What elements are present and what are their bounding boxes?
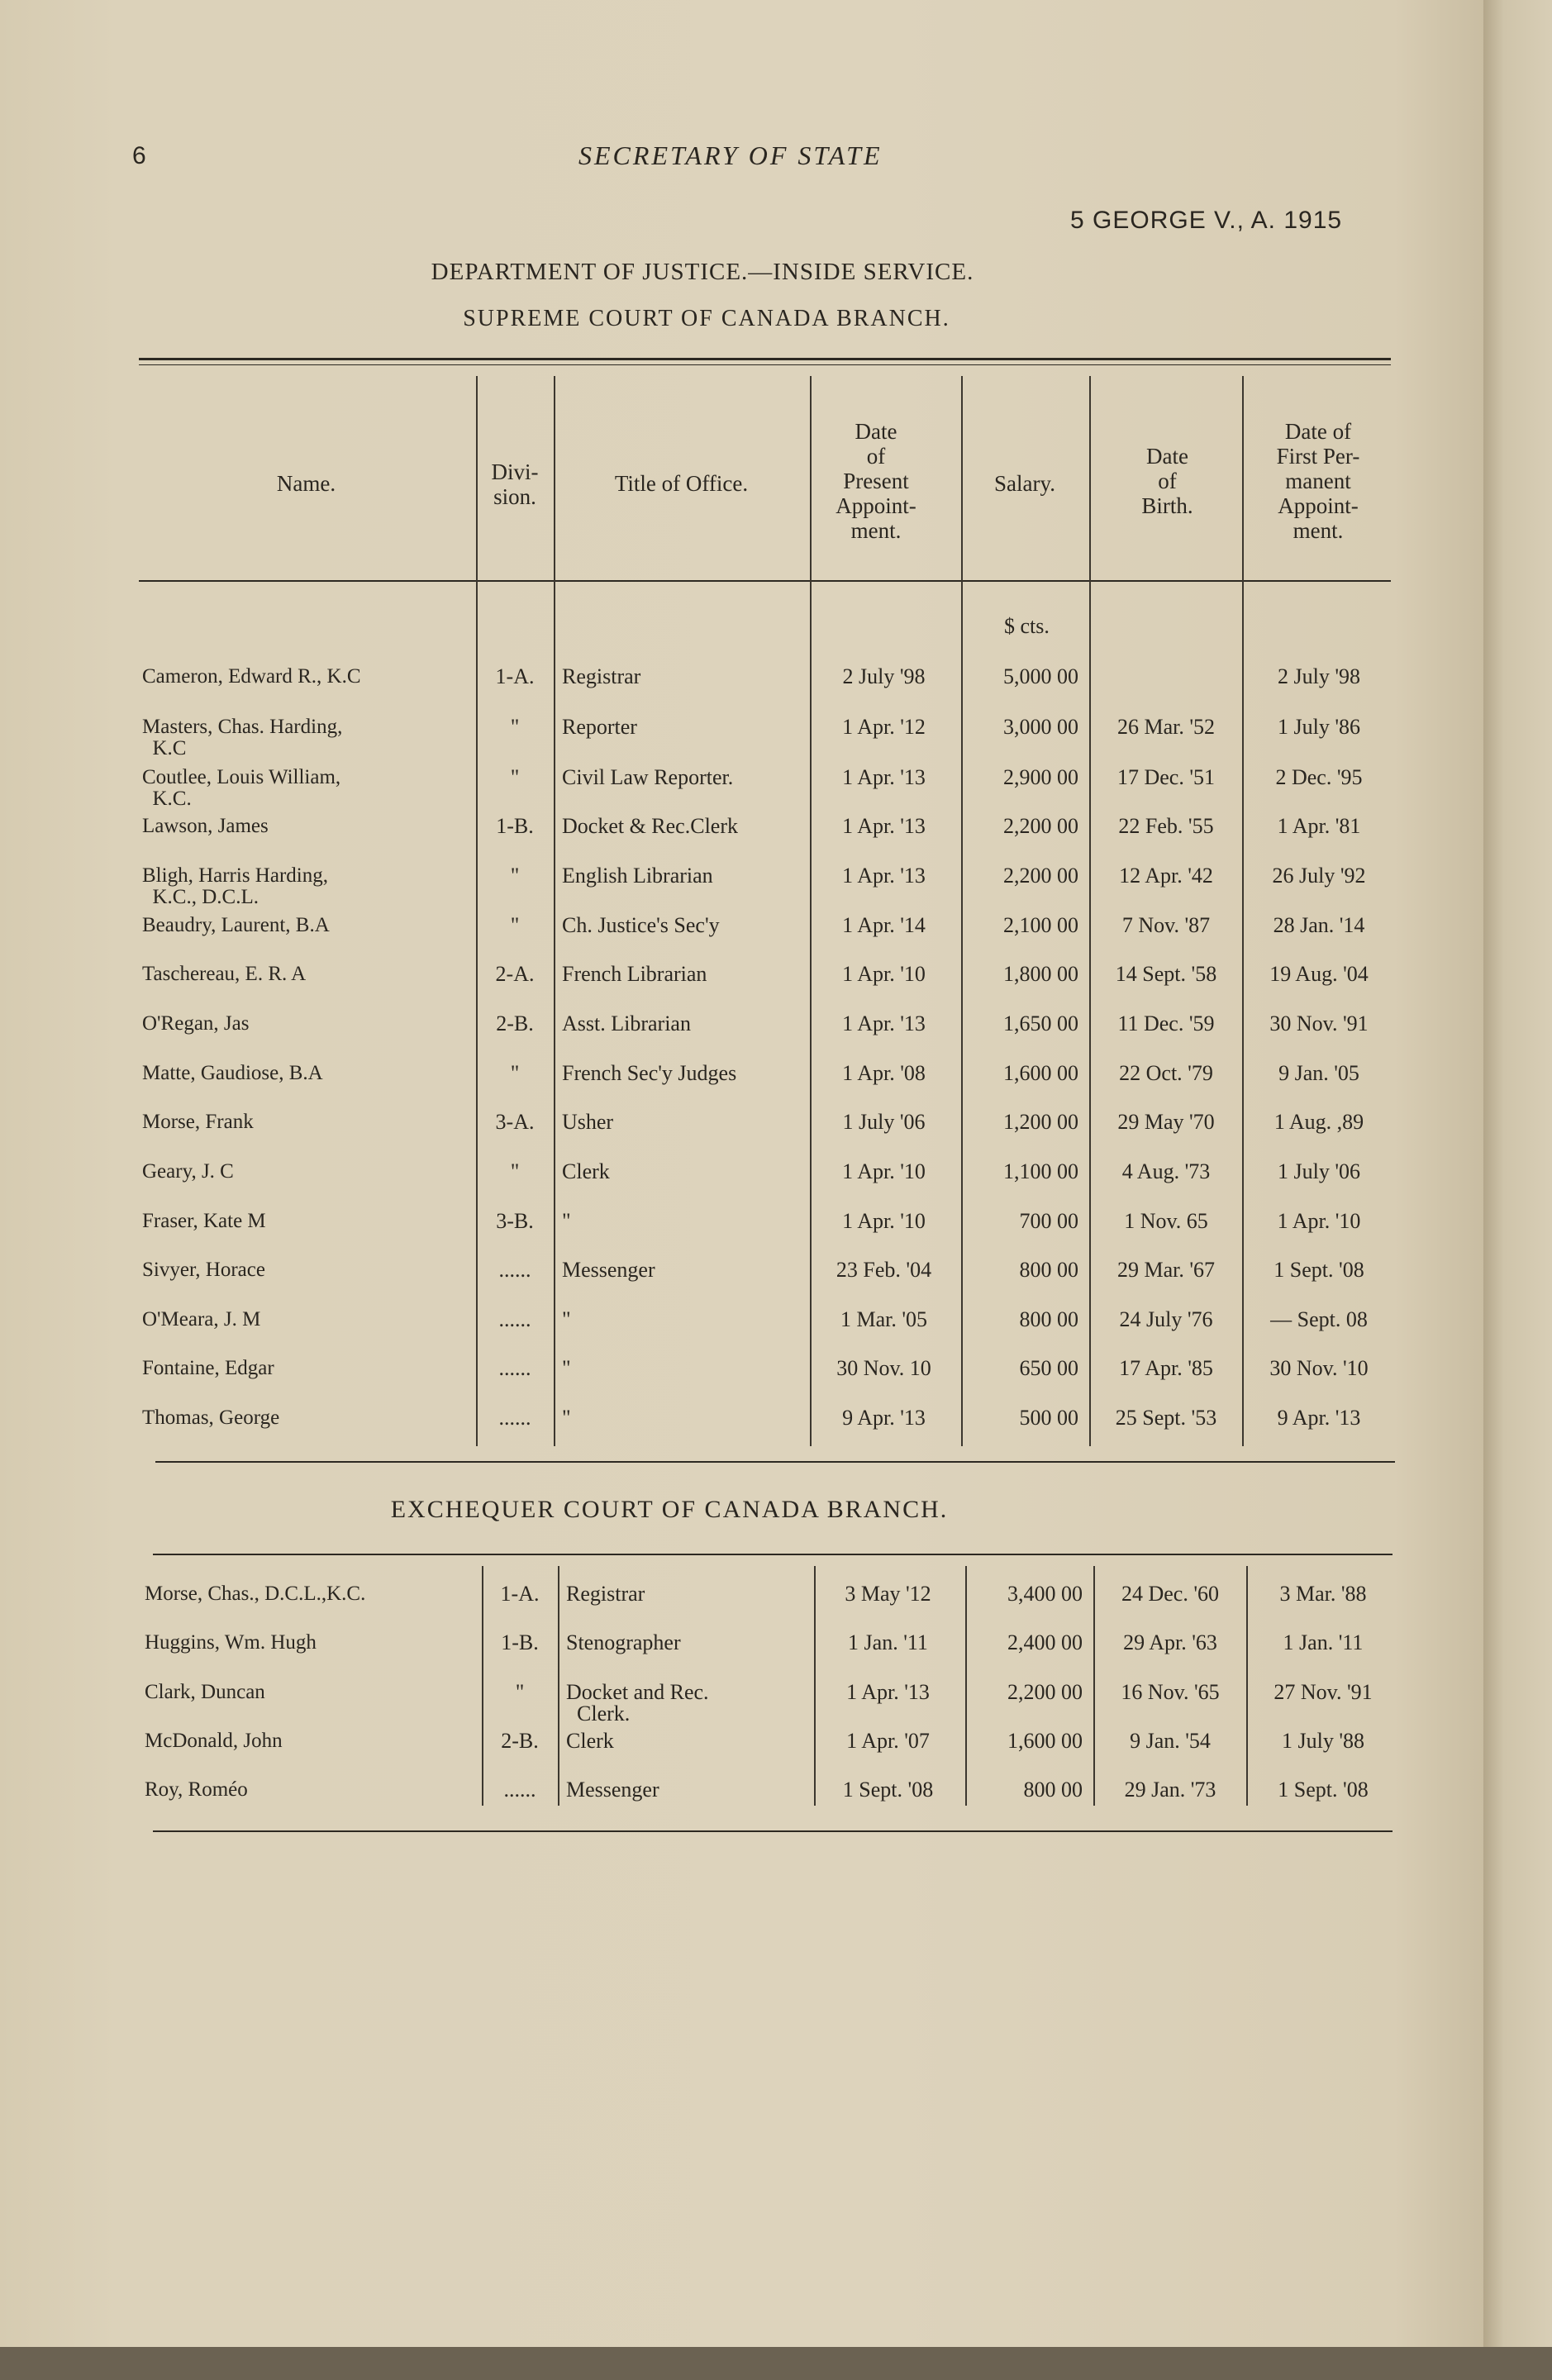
- salary-units: $ cts.: [1004, 614, 1050, 638]
- cell-name: Thomas, George: [142, 1407, 280, 1429]
- cell-date-first: 1 July '86: [1277, 715, 1361, 739]
- cell-office: French Librarian: [562, 962, 707, 986]
- cell-dob: 29 Apr. '63: [1123, 1630, 1217, 1654]
- header-division: Divi- sion.: [491, 459, 539, 509]
- cell-office: Docket and Rec. Clerk.: [566, 1680, 709, 1726]
- cell-name: Clark, Duncan: [145, 1681, 265, 1703]
- cell-date-present: 1 Apr. '13: [842, 1011, 926, 1035]
- divider: [1093, 1566, 1095, 1806]
- cell-office: Messenger: [562, 1258, 655, 1282]
- cell-dob: 29 Mar. '67: [1116, 1258, 1216, 1282]
- divider: [810, 376, 812, 1446]
- exchequer-court-title: EXCHEQUER COURT OF CANADA BRANCH.: [390, 1496, 949, 1523]
- cell-date-present: 1 Apr. '10: [842, 1159, 926, 1183]
- cell-office: ": [562, 1209, 571, 1233]
- cell-name: Masters, Chas. Harding, K.C: [142, 716, 343, 759]
- cell-salary: 500 00: [1019, 1406, 1078, 1430]
- cell-dob: 25 Sept. '53: [1115, 1406, 1217, 1430]
- cell-date-first: 9 Jan. '05: [1278, 1061, 1359, 1085]
- cell-salary: 3,400 00: [1007, 1582, 1083, 1606]
- cell-dob: 1 Nov. 65: [1124, 1209, 1208, 1233]
- header-date-present: Date of Present Appoint- ment.: [836, 419, 916, 543]
- cell-division: ": [515, 1680, 525, 1704]
- cell-office: Registrar: [566, 1582, 645, 1606]
- cell-date-first: — Sept. 08: [1270, 1307, 1368, 1331]
- cell-name: Taschereau, E. R. A: [142, 963, 307, 985]
- cell-salary: 2,400 00: [1007, 1630, 1083, 1654]
- cell-date-present: 1 Apr. '14: [842, 913, 926, 937]
- cell-division: ......: [498, 1406, 531, 1430]
- cell-division: ": [510, 864, 520, 888]
- cell-date-present: 1 July '06: [842, 1110, 926, 1134]
- cell-name: Sivyer, Horace: [142, 1259, 265, 1281]
- cell-dob: 9 Jan. '54: [1130, 1729, 1211, 1753]
- cell-salary: 1,650 00: [1003, 1011, 1078, 1035]
- cell-date-first: 1 Apr. '10: [1277, 1209, 1361, 1233]
- cell-salary: 1,100 00: [1003, 1159, 1078, 1183]
- header-dob: Date of Birth.: [1141, 444, 1193, 518]
- cell-date-first: 2 Dec. '95: [1275, 765, 1363, 789]
- cell-office: Messenger: [566, 1778, 659, 1802]
- cell-name: Roy, Roméo: [145, 1778, 248, 1801]
- cell-salary: 2,900 00: [1003, 765, 1078, 789]
- cell-office: Stenographer: [566, 1630, 681, 1654]
- cell-dob: 16 Nov. '65: [1121, 1680, 1220, 1704]
- cell-name: Beaudry, Laurent, B.A: [142, 914, 330, 936]
- divider: [1242, 376, 1244, 1446]
- cell-date-first: 1 July '06: [1277, 1159, 1361, 1183]
- cell-date-present: 1 Apr. '13: [842, 864, 926, 888]
- cell-name: O'Regan, Jas: [142, 1012, 250, 1035]
- cell-dob: 29 Jan. '73: [1124, 1778, 1216, 1802]
- cell-division: ": [510, 913, 520, 937]
- cell-dob: 14 Sept. '58: [1115, 962, 1217, 986]
- cell-date-present: 1 Apr. '10: [842, 962, 926, 986]
- cell-name: McDonald, John: [145, 1730, 283, 1752]
- header-title: Title of Office.: [614, 471, 749, 496]
- cell-date-present: 30 Nov. 10: [836, 1356, 931, 1380]
- cell-salary: 2,200 00: [1003, 864, 1078, 888]
- cell-dob: 4 Aug. '73: [1121, 1159, 1211, 1183]
- cell-office: French Sec'y Judges: [562, 1061, 737, 1085]
- header-salary: Salary.: [994, 471, 1055, 496]
- cell-date-first: 1 Apr. '81: [1277, 814, 1361, 838]
- cell-dob: 24 Dec. '60: [1121, 1582, 1220, 1606]
- cell-date-first: 1 Aug. ,89: [1273, 1110, 1364, 1134]
- cell-date-first: 1 Sept. '08: [1278, 1778, 1369, 1802]
- cell-dob: 26 Mar. '52: [1116, 715, 1216, 739]
- cell-date-first: 26 July '92: [1272, 864, 1366, 888]
- cell-date-present: 2 July '98: [842, 664, 926, 688]
- cell-division: 1-A.: [495, 664, 535, 688]
- cell-salary: 800 00: [1019, 1258, 1078, 1282]
- cell-office: Usher: [562, 1110, 614, 1134]
- cell-office: Clerk: [566, 1729, 614, 1753]
- cell-name: Morse, Chas., D.C.L.,K.C.: [145, 1583, 366, 1605]
- cell-dob: 29 May '70: [1117, 1110, 1215, 1134]
- cell-office: ": [562, 1406, 571, 1430]
- cell-date-first: 28 Jan. '14: [1273, 913, 1365, 937]
- cell-name: Geary, J. C: [142, 1160, 234, 1183]
- exchequer-top-rule: [153, 1554, 1393, 1555]
- cell-dob: 7 Nov. '87: [1121, 913, 1211, 937]
- cell-division: ": [510, 715, 520, 739]
- cell-salary: 800 00: [1019, 1307, 1078, 1331]
- cell-name: Fraser, Kate M: [142, 1210, 266, 1232]
- cell-salary: 2,200 00: [1007, 1680, 1083, 1704]
- cell-date-present: 1 Apr. '13: [842, 814, 926, 838]
- cell-dob: 11 Dec. '59: [1117, 1011, 1215, 1035]
- cell-office: ": [562, 1356, 571, 1380]
- cell-date-first: 19 Aug. '04: [1269, 962, 1369, 986]
- cell-office: ": [562, 1307, 571, 1331]
- table-top-rule: [139, 358, 1391, 360]
- cell-salary: 1,800 00: [1003, 962, 1078, 986]
- cell-division: ": [510, 1061, 520, 1085]
- cell-date-first: 30 Nov. '91: [1269, 1011, 1369, 1035]
- divider: [1089, 376, 1091, 1446]
- cell-name: Morse, Frank: [142, 1111, 254, 1133]
- cell-date-present: 1 Apr. '08: [842, 1061, 926, 1085]
- cell-name: O'Meara, J. M: [142, 1308, 261, 1330]
- cell-dob: 17 Dec. '51: [1116, 765, 1216, 789]
- cell-dob: 22 Oct. '79: [1119, 1061, 1213, 1085]
- cell-dob: 12 Apr. '42: [1119, 864, 1213, 888]
- cell-date-present: 1 Apr. '12: [842, 715, 926, 739]
- exchequer-bottom-rule: [153, 1830, 1393, 1832]
- cell-division: 1-B.: [501, 1630, 539, 1654]
- divider: [961, 376, 963, 1446]
- cell-division: ": [510, 765, 520, 789]
- table-bottom-rule: [155, 1461, 1395, 1463]
- cell-division: 2-B.: [501, 1729, 539, 1753]
- cell-salary: 2,200 00: [1003, 814, 1078, 838]
- cell-date-first: 2 July '98: [1277, 664, 1361, 688]
- cell-dob: 24 July '76: [1119, 1307, 1213, 1331]
- cell-salary: 2,100 00: [1003, 913, 1078, 937]
- cell-division: 2-B.: [496, 1011, 534, 1035]
- cell-office: Ch. Justice's Sec'y: [562, 913, 720, 937]
- cell-date-first: 9 Apr. '13: [1277, 1406, 1361, 1430]
- page-number: 6: [132, 142, 146, 169]
- divider: [476, 376, 478, 1446]
- divider: [1246, 1566, 1248, 1806]
- cell-office: Asst. Librarian: [562, 1011, 691, 1035]
- cell-division: 1-A.: [500, 1582, 540, 1606]
- cell-date-present: 9 Apr. '13: [842, 1406, 926, 1430]
- cell-date-present: 1 Jan. '11: [848, 1630, 928, 1654]
- cell-dob: 22 Feb. '55: [1118, 814, 1214, 838]
- divider: [558, 1566, 559, 1806]
- cell-name: Fontaine, Edgar: [142, 1357, 274, 1379]
- cell-office: Docket & Rec.Clerk: [562, 814, 738, 838]
- header-name: Name.: [276, 471, 336, 496]
- cell-salary: 650 00: [1019, 1356, 1078, 1380]
- cell-date-first: 3 Mar. '88: [1279, 1582, 1367, 1606]
- cell-date-present: 1 Apr. '07: [846, 1729, 930, 1753]
- cell-division: ......: [498, 1307, 531, 1331]
- cell-date-present: 1 Mar. '05: [840, 1307, 928, 1331]
- cell-salary: 1,600 00: [1003, 1061, 1078, 1085]
- cell-date-first: 1 Jan. '11: [1283, 1630, 1364, 1654]
- cell-name: Matte, Gaudiose, B.A: [142, 1062, 323, 1084]
- cell-office: Registrar: [562, 664, 641, 688]
- cell-salary: 5,000 00: [1003, 664, 1078, 688]
- cell-date-first: 1 July '88: [1281, 1729, 1365, 1753]
- cell-date-present: 1 Apr. '13: [842, 765, 926, 789]
- cell-division: 2-A.: [495, 962, 535, 986]
- running-title: SECRETARY OF STATE: [578, 140, 883, 170]
- cell-division: ": [510, 1159, 520, 1183]
- cell-name: Huggins, Wm. Hugh: [145, 1631, 317, 1654]
- cell-date-first: 30 Nov. '10: [1269, 1356, 1369, 1380]
- cell-division: 3-B.: [496, 1209, 534, 1233]
- cell-office: English Librarian: [562, 864, 713, 888]
- cell-name: Bligh, Harris Harding, K.C., D.C.L.: [142, 864, 328, 908]
- cell-date-present: 1 Sept. '08: [842, 1778, 934, 1802]
- cell-salary: 800 00: [1023, 1778, 1083, 1802]
- cell-date-first: 1 Sept. '08: [1273, 1258, 1364, 1282]
- cell-dob: 17 Apr. '85: [1119, 1356, 1213, 1380]
- cell-office: Civil Law Reporter.: [562, 765, 734, 789]
- cell-division: 3-A.: [495, 1110, 535, 1134]
- department-title: DEPARTMENT OF JUSTICE.—INSIDE SERVICE.: [431, 259, 974, 285]
- header-date-first: Date of First Per- manent Appoint- ment.: [1276, 419, 1360, 543]
- header-bottom-rule: [139, 580, 1391, 582]
- cell-name: Cameron, Edward R., K.C: [142, 665, 361, 688]
- session-line: 5 GEORGE V., A. 1915: [1070, 207, 1343, 234]
- divider: [554, 376, 555, 1446]
- cell-name: Coutlee, Louis William, K.C.: [142, 766, 341, 810]
- cell-salary: 1,600 00: [1007, 1729, 1083, 1753]
- page-edge: [1483, 0, 1552, 2380]
- cell-division: 1-B.: [496, 814, 534, 838]
- cell-date-present: 1 Apr. '10: [842, 1209, 926, 1233]
- cell-salary: 1,200 00: [1003, 1110, 1078, 1134]
- cell-salary: 700 00: [1019, 1209, 1078, 1233]
- cell-division: ......: [498, 1356, 531, 1380]
- cell-office: Reporter: [562, 715, 637, 739]
- table-top-rule-thin: [139, 364, 1391, 365]
- cell-salary: 3,000 00: [1003, 715, 1078, 739]
- cell-date-first: 27 Nov. '91: [1273, 1680, 1373, 1704]
- scan-bottom-border: [0, 2347, 1552, 2380]
- cell-date-present: 3 May '12: [845, 1582, 931, 1606]
- cell-name: Lawson, James: [142, 815, 269, 837]
- cell-date-present: 1 Apr. '13: [846, 1680, 930, 1704]
- supreme-court-title: SUPREME COURT OF CANADA BRANCH.: [463, 306, 950, 331]
- cell-date-present: 23 Feb. '04: [836, 1258, 932, 1282]
- cell-division: ......: [503, 1778, 536, 1802]
- cell-office: Clerk: [562, 1159, 610, 1183]
- cell-division: ......: [498, 1258, 531, 1282]
